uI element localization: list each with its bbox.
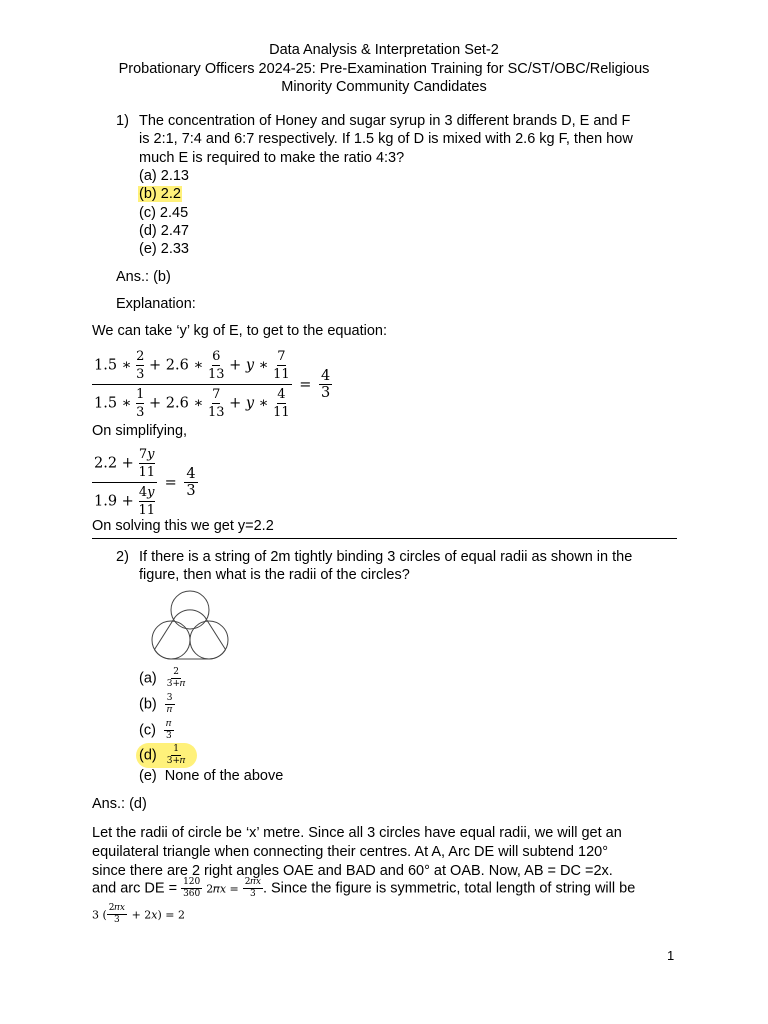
q1-option-b: (b) 2.2 — [139, 186, 181, 202]
header-title: Data Analysis & Interpretation Set-2 — [269, 42, 499, 58]
header-subtitle: Probationary Officers 2024-25: Pre-Examination Training for SC/ST/OBC/Religious — [118, 61, 650, 77]
q1-text-line-2: is 2:1, 7:4 and 6:7 respectively. If 1.5 kg of D is mixed with 2.6 kg F, then how — [139, 131, 633, 147]
q1-simplify-label: On simplifying, — [92, 423, 188, 439]
q1-option-a: (a) 2.13 — [139, 168, 189, 184]
q2-exp-line-3: since there are 2 right angles OAE and BAD and 60° at OAB. Now, AB = DC =2x. — [92, 863, 613, 879]
q2-option-c: (c) $\frac{\text{𝜋}}{3}$ — [139, 719, 172, 741]
q2-option-a: (a) $\frac{2}{\text{3+𝜋}}$ — [139, 667, 186, 689]
header-subtitle-cont: Minority Community Candidates — [281, 79, 487, 95]
page-number: 1 — [667, 948, 675, 963]
q2-arc-line: and arc DE = $\frac{120}{360}$ 2𝜋𝑥 = $\frac{\text{2𝜋𝑥}}{3}$ . Since the figure is symmetric, total length of string will be — [92, 877, 636, 899]
q2-exp-line-2: equilateral triangle when connecting their centres. At A, Arc DE will subtend 120° — [92, 844, 609, 860]
section-divider — [92, 538, 677, 539]
q2-option-d: (d) $\frac{1}{\text{3+𝜋}}$ — [136, 743, 197, 768]
equation-1: 1.5 ∗ $\frac{2}{3}$ + 2.6 ∗ $\frac{6}{13}$ + 𝑦 ∗ $\frac{7}{11}$ 1.5 ∗ $\frac{1}{3}$ + 2.6 ∗ $\frac{7}{13}$ + 𝑦 ∗ $\frac{4}{11}$ = $\frac{4}{3}$ — [94, 349, 331, 420]
q1-solution: On solving this we get y=2.2 — [92, 518, 274, 534]
q2-option-e: (e) None of the above — [139, 768, 284, 784]
q2-text-line-2: figure, then what is the radii of the circles? — [139, 567, 410, 583]
q1-answer: Ans.: (b) — [116, 269, 171, 285]
q2-text-line-1: If there is a string of 2m tightly binding 3 circles of equal radii as shown in the — [139, 549, 633, 565]
three-circles-figure — [145, 588, 235, 664]
q1-text-line-1: The concentration of Honey and sugar syrup in 3 different brands D, E and F — [139, 113, 631, 129]
q1-option-e: (e) 2.33 — [139, 241, 189, 257]
string-outline — [155, 610, 226, 659]
q2-option-b: (b) $\frac{3}{\text{𝜋}}$ — [139, 693, 173, 715]
q1-number: 1) — [116, 113, 129, 129]
q2-number: 2) — [116, 549, 129, 565]
q1-option-c: (c) 2.45 — [139, 205, 189, 221]
equation-2: 2.2 + $\frac{\text{7𝑦}}{11}$ 1.9 + $\frac{\text{4𝑦}}{11}$ = $\frac{4}{3}$ — [94, 447, 196, 518]
q2-final-equation: 3 ( $\frac{\text{2𝜋𝑥}}{3}$ + 2𝑥) = 2 — [92, 903, 185, 925]
q2-answer: Ans.: (d) — [92, 796, 147, 812]
q1-explanation-intro: We can take ‘y’ kg of E, to get to the equation: — [92, 323, 388, 339]
q1-option-d: (d) 2.47 — [139, 223, 189, 239]
q1-text-line-3: much E is required to make the ratio 4:3? — [139, 150, 405, 166]
q2-exp-line-1: Let the radii of circle be ‘x’ metre. Since all 3 circles have equal radii, we will get an — [92, 825, 622, 841]
q1-explanation-label: Explanation: — [116, 296, 196, 312]
